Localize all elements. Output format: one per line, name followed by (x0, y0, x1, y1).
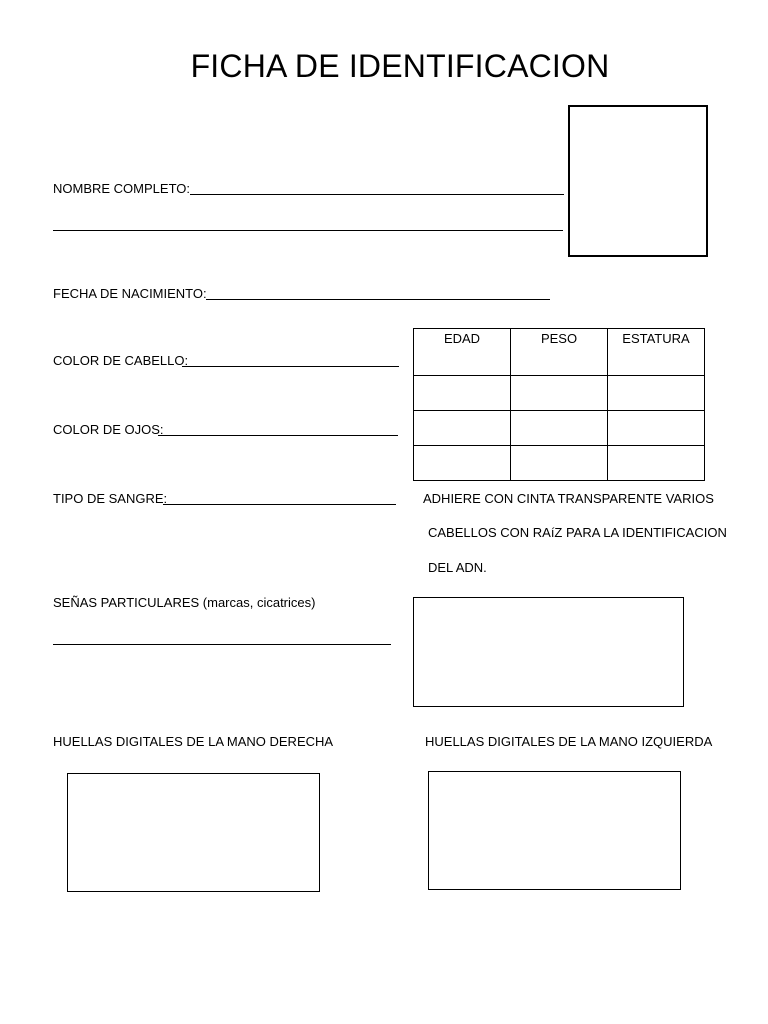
color-ojos-line[interactable] (158, 435, 398, 436)
color-cabello-label: COLOR DE CABELLO: (53, 353, 189, 368)
hair-instructions-line-1: ADHIERE CON CINTA TRANSPARENTE VARIOS (423, 491, 714, 506)
hair-instructions-line-3: DEL ADN. (428, 560, 487, 575)
photo-box (568, 105, 708, 257)
table-cell[interactable] (414, 376, 511, 411)
table-cell[interactable] (511, 446, 608, 481)
fingerprints-left-box (428, 771, 681, 890)
tipo-sangre-label: TIPO DE SANGRE: (53, 491, 168, 506)
header-estatura: ESTATURA (608, 329, 705, 376)
table-row (414, 446, 705, 481)
tipo-sangre-line[interactable] (163, 504, 396, 505)
hair-instructions-line-2: CABELLOS CON RAíZ PARA LA IDENTIFICACION (428, 525, 727, 540)
color-cabello-line[interactable] (182, 366, 399, 367)
measures-table (413, 328, 705, 481)
fecha-nacimiento-line[interactable] (206, 299, 550, 300)
color-ojos-label: COLOR DE OJOS: (53, 422, 164, 437)
fingerprints-right-label: HUELLAS DIGITALES DE LA MANO DERECHA (53, 734, 334, 749)
nombre-completo-line-2[interactable] (53, 230, 563, 231)
fingerprints-right-box (67, 773, 320, 892)
table-cell[interactable] (608, 376, 705, 411)
hair-sample-box (413, 597, 684, 707)
table-cell[interactable] (608, 411, 705, 446)
header-peso: PESO (511, 329, 608, 376)
table-row (414, 376, 705, 411)
table-cell[interactable] (511, 376, 608, 411)
senas-particulares-line[interactable] (53, 644, 391, 645)
nombre-completo-label: NOMBRE COMPLETO: (53, 181, 191, 196)
fecha-nacimiento-label: FECHA DE NACIMIENTO: (53, 286, 207, 301)
page-title: FICHA DE IDENTIFICACION (190, 48, 610, 84)
nombre-completo-line-1[interactable] (190, 194, 564, 195)
table-cell[interactable] (511, 411, 608, 446)
table-cell[interactable] (414, 446, 511, 481)
header-edad: EDAD (414, 329, 511, 376)
senas-particulares-label: SEÑAS PARTICULARES (marcas, cicatrices) (53, 595, 316, 610)
table-cell[interactable] (414, 411, 511, 446)
table-cell[interactable] (608, 446, 705, 481)
fingerprints-left-label: HUELLAS DIGITALES DE LA MANO IZQUIERDA (425, 734, 713, 749)
table-row (414, 411, 705, 446)
